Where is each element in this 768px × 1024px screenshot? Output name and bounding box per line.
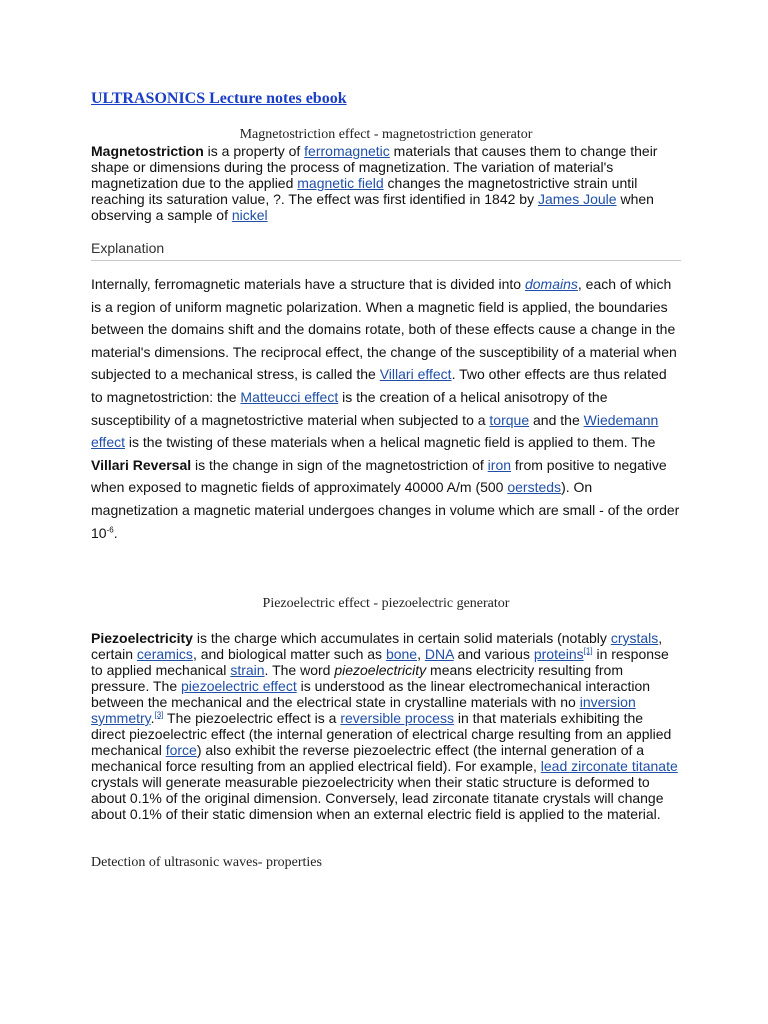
link-proteins[interactable]: proteins bbox=[533, 646, 584, 662]
piezoelectric-paragraph bbox=[91, 630, 681, 822]
text-span: in response to applied mechanical bbox=[91, 646, 669, 678]
magnetostriction-intro bbox=[91, 143, 681, 223]
magnetostriction-term: Magnetostriction bbox=[91, 143, 204, 159]
text-span: is understood as the linear electromechanical interaction between the mechanical and the electrical state in crystalline materials with no bbox=[91, 678, 651, 710]
link-ceramics[interactable]: ceramics bbox=[136, 646, 193, 662]
explanation-paragraph bbox=[91, 273, 681, 544]
text-span: The piezoelectric effect is a bbox=[163, 710, 341, 726]
link-inversion-symmetry[interactable]: inversion symmetry bbox=[91, 694, 636, 726]
text-span: in that materials exhibiting the direct piezoelectric effect (the internal generation of electrical charge resulting from an applied mechanical bbox=[91, 710, 672, 758]
text-span: ) also exhibit the reverse piezoelectric effect (the internal generation of a mechanical force resulting from an applied electrical field). For example, bbox=[91, 742, 645, 774]
link-force[interactable]: force bbox=[165, 742, 197, 758]
link-dna[interactable]: DNA bbox=[424, 646, 454, 662]
magnetostriction-heading: Magnetostriction effect - magnetostriction generator bbox=[239, 127, 533, 142]
piezoelectric-heading: Piezoelectric effect - piezoelectric generator bbox=[262, 596, 510, 611]
text-span: ). On magnetization a magnetic material undergoes changes in volume which are small - of the order 10 bbox=[91, 479, 680, 541]
text-span: . bbox=[113, 524, 118, 541]
text-span: , certain bbox=[91, 630, 663, 662]
text-span: Internally, ferromagnetic materials have a structure that is divided into bbox=[91, 276, 525, 292]
villari-reversal-term: Villari Reversal bbox=[91, 456, 192, 473]
exponent: -6 bbox=[106, 524, 114, 534]
citation-1-link[interactable]: [1] bbox=[583, 646, 593, 656]
text-span: , bbox=[417, 646, 425, 662]
text-span: . The word bbox=[264, 662, 335, 678]
document-title-link[interactable]: ULTRASONICS Lecture notes ebook bbox=[91, 90, 347, 107]
link-torque[interactable]: torque bbox=[489, 411, 530, 428]
link-reversible-process[interactable]: reversible process bbox=[340, 710, 454, 726]
text-span: . bbox=[150, 710, 155, 726]
link-lead-zirconate-titanate[interactable]: lead zirconate titanate bbox=[540, 758, 678, 774]
link-wiedemann-effect[interactable]: Wiedemann effect bbox=[91, 411, 659, 451]
text-span: . Two other effects are thus related to magnetostriction: the bbox=[91, 366, 667, 405]
piezoelectricity-term: Piezoelectricity bbox=[91, 630, 193, 646]
text-span: means electricity resulting from pressure. The bbox=[91, 662, 623, 694]
text-span: changes the magnetostrictive strain until reaching its saturation value, ?. The effect was first identified in 1842 by bbox=[91, 175, 638, 207]
text-span: is the creation of a helical anisotropy of the susceptibility of a magnetostrictive material when subjected to a bbox=[91, 388, 608, 428]
text-span: and the bbox=[529, 411, 584, 428]
text-span: and various bbox=[453, 646, 534, 662]
link-bone[interactable]: bone bbox=[385, 646, 418, 662]
text-span: is the charge which accumulates in certain solid materials (notably bbox=[192, 630, 611, 646]
text-span: is a property of bbox=[203, 143, 305, 159]
link-crystals[interactable]: crystals bbox=[610, 630, 659, 646]
link-domains[interactable]: domains bbox=[524, 276, 578, 292]
text-span: from positive to negative when exposed to magnetic fields of approximately 40000 A/m (500 bbox=[91, 456, 667, 496]
text-span: is the twisting of these materials when a helical magnetic field is applied to them. The bbox=[125, 434, 656, 451]
text-span: , each of which is a region of uniform magnetic polarization. When a magnetic field is applied, the boundaries between the domains shift and the domains rotate, both of these effects cause a change in the material's dimensions. The reciprocal effect, the change of the susceptibility of a material when subjected to a mechanical stress, is called the bbox=[91, 276, 677, 383]
text-span: materials that causes them to change their shape or dimensions during the process of magnetization. The variation of material's magnetization due to the applied bbox=[91, 143, 658, 191]
text-span: crystals will generate measurable piezoelectricity when their static structure is deformed to about 0.1% of the original dimension. Conversely, lead zirconate titanate crystals will change about 0.1% of their static dimension when an external electric field is applied to the material. bbox=[91, 774, 664, 822]
link-magnetic-field[interactable]: magnetic field bbox=[297, 175, 384, 191]
link-james-joule[interactable]: James Joule bbox=[537, 191, 617, 207]
text-span: is the change in sign of the magnetostriction of bbox=[191, 456, 488, 473]
link-ferromagnetic[interactable]: ferromagnetic bbox=[304, 143, 390, 159]
citation-3-link[interactable]: [3] bbox=[154, 710, 164, 720]
link-oersteds[interactable]: oersteds bbox=[507, 479, 562, 496]
link-matteucci-effect[interactable]: Matteucci effect bbox=[240, 388, 339, 405]
detection-heading: Detection of ultrasonic waves- properties bbox=[91, 855, 322, 870]
text-span: when observing a sample of bbox=[91, 191, 654, 223]
link-strain[interactable]: strain bbox=[230, 662, 265, 678]
link-piezoelectric-effect[interactable]: piezoelectric effect bbox=[181, 678, 297, 694]
text-span: , and biological matter such as bbox=[192, 646, 386, 662]
link-iron[interactable]: iron bbox=[487, 456, 512, 473]
link-villari-effect[interactable]: Villari effect bbox=[379, 366, 452, 383]
link-nickel[interactable]: nickel bbox=[231, 207, 268, 223]
piezoelectricity-italic: piezoelectricity bbox=[334, 662, 427, 678]
explanation-label: Explanation bbox=[91, 240, 681, 261]
